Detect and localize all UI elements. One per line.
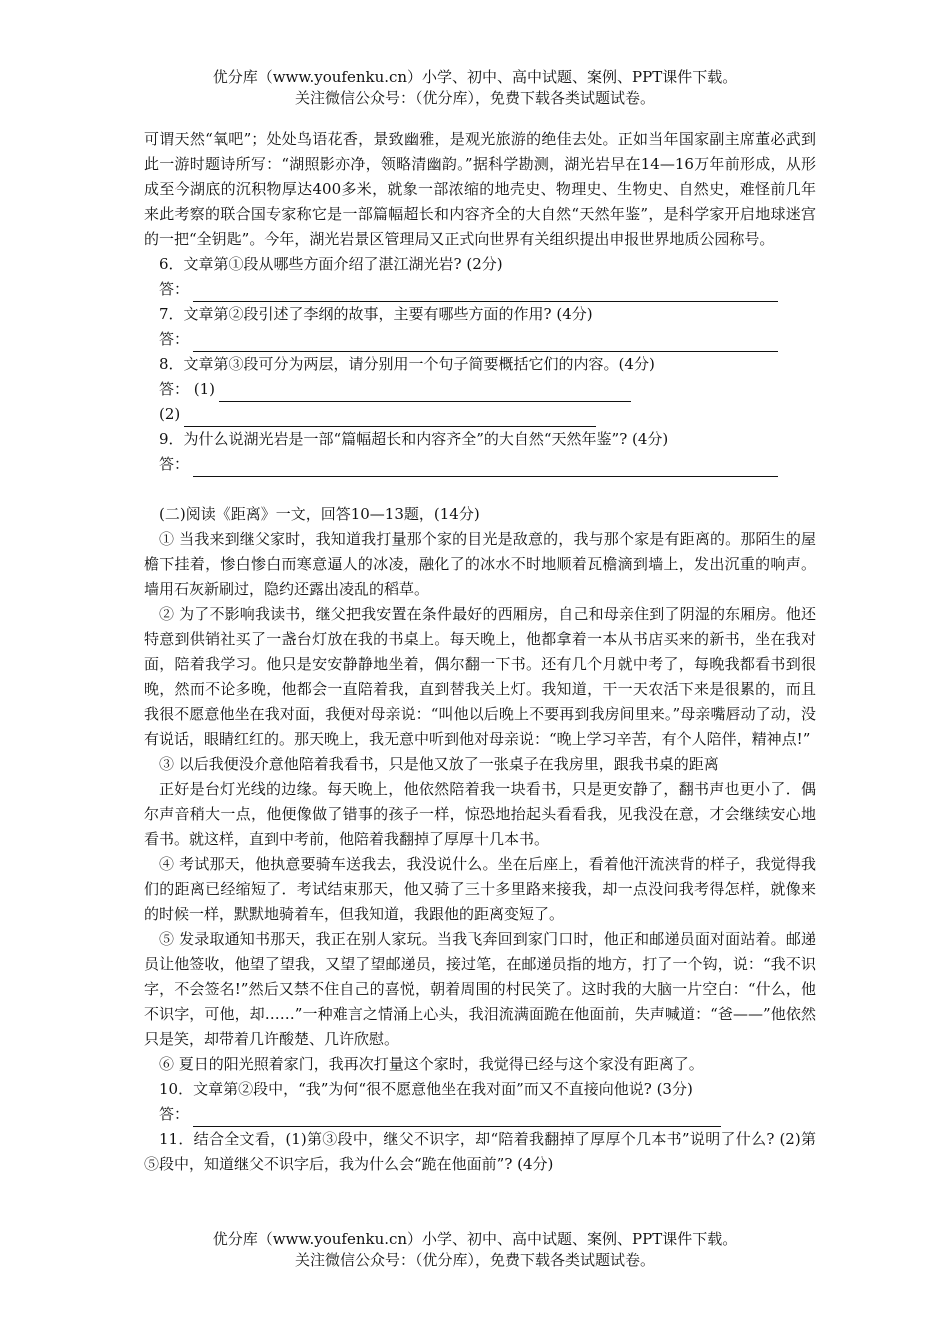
page-footer <box>0 1229 950 1271</box>
answer-line[interactable] <box>193 333 778 352</box>
page-header <box>0 67 950 109</box>
answer-7 <box>144 327 816 352</box>
section-title: (二)阅读《距离》一文，回答10—13题，(14分) <box>159 505 480 523</box>
answer-label: 答： <box>159 455 190 473</box>
passage-paragraph-2: ② 为了不影响我读书，继父把我安置在条件最好的西厢房，自己和母亲住到了阴湿的东厢房。他还特意到供销社买了一盏台灯放在我的书桌上。每天晚上，他都拿着一本从书店买来的新书，坐在我对面，陪着我学习。他只是安安静静地坐着，偶尔翻一下书。还有几个月就中考了，每晚我都看书到很晚，然而不论多晚，他都会一直陪着我，直到替我关上灯。我知道，干一天农活下来是很累的，而且我很不愿意他坐在我对面，我便对母亲说：“叫他以后晚上不要再到我房间里来。”母亲嘴唇动了动，没有说话，眼睛红红的。那天晚上，我无意中听到他对母亲说：“晚上学习辛苦，有个人陪伴，精神点!” <box>144 605 816 748</box>
answer-line[interactable] <box>193 283 778 302</box>
spacer <box>144 477 816 502</box>
passage-paragraph-4: ④ 考试那天，他执意要骑车送我去，我没说什么。坐在后座上，看着他汗流浃背的样子，我觉得我们的距离已经缩短了．考试结束那天，他又骑了三十多里路来接我，却一点没问我考得怎样，就像来的时候一样，默默地骑着车，但我知道，我跟他的距离变短了。 <box>144 855 816 923</box>
answer-label: 答： <box>159 280 190 298</box>
question-11: 11．结合全文看，(1)第③段中，继父不识字，却“陪着我翻掉了厚厚个几本书”说明了什么? (2)第⑤段中，知道继父不识字后，我为什么会“跪在他面前”? (4分) <box>144 1130 816 1173</box>
question-10: 10．文章第②段中，“我”为何“很不愿意他坐在我对面”而又不直接向他说? (3分) <box>159 1080 693 1098</box>
question-8: 8．文章第③段可分为两层，请分别用一个句子简要概括它们的内容。(4分) <box>159 355 655 373</box>
passage-paragraph-3b: 正好是台灯光线的边缘。每天晚上，他依然陪着我一块看书，只是更安静了，翻书声也更小了．偶尔声音稍大一点，他便像做了错事的孩子一样，惊恐地抬起头看看我，见我没在意，才会继续安心地看书。就这样，直到中考前，他陪着我翻掉了厚厚十几本书。 <box>144 780 816 848</box>
answer-line[interactable] <box>193 1108 721 1127</box>
footer-line-1: 优分库（www.youfenku.cn）小学、初中、高中试题、案例、PPT课件下载。 <box>212 1230 738 1248</box>
header-line-1: 优分库（www.youfenku.cn）小学、初中、高中试题、案例、PPT课件下载。 <box>212 68 738 86</box>
question-7: 7．文章第②段引述了李纲的故事，主要有哪些方面的作用? (4分) <box>159 305 593 323</box>
passage-paragraph-6: ⑥ 夏日的阳光照着家门，我再次打量这个家时，我觉得已经与这个家没有距离了。 <box>159 1055 704 1073</box>
footer-line-2: 关注微信公众号：（优分库），免费下载各类试题试卷。 <box>294 1251 655 1269</box>
answer-6 <box>144 277 816 302</box>
header-line-2: 关注微信公众号：（优分库），免费下载各类试题试卷。 <box>294 89 655 107</box>
answer-label: 答： <box>159 1105 190 1123</box>
passage-paragraph-1: ① 当我来到继父家时，我知道我打量那个家的目光是敌意的，我与那个家是有距离的。那陌生的屋檐下挂着，惨白惨白而寒意逼人的冰凌，融化了的冰水不时地顺着瓦檐滴到墙上，发出沉重的响声。墙用石灰新刷过，隐约还露出凌乱的稻草。 <box>144 530 816 598</box>
question-9: 9．为什么说湖光岩是一部“篇幅超长和内容齐全”的大自然“天然年鉴”? (4分) <box>159 430 669 448</box>
answer-9 <box>144 452 816 477</box>
passage-paragraph-5: ⑤ 发录取通知书那天，我正在别人家玩。当我飞奔回到家门口时，他正和邮递员面对面站着。邮递员让他签收，他望了望我，又望了望邮递员，接过笔，在邮递员指的地方，打了一个钩，说：“我不识字，不会签名!”然后又禁不住自己的喜悦，朝着周围的村民笑了。这时我的大脑一片空白：“什么，他不识字，可他，却……”一种难言之情涌上心头，我泪流满面跪在他面前，失声喊道：“爸——”他依然只是笑，却带着几许酸楚、几许欣慰。 <box>144 930 816 1048</box>
passage-paragraph-3a: ③ 以后我便没介意他陪着我看书，只是他又放了一张桌子在我房里，跟我书桌的距离 <box>159 755 719 773</box>
document-body <box>144 127 816 1177</box>
answer-line[interactable] <box>193 458 778 477</box>
answer-label: (2) <box>159 405 181 423</box>
answer-line[interactable] <box>184 408 596 427</box>
answer-label: 答： (1) <box>159 380 216 398</box>
answer-label: 答： <box>159 330 190 348</box>
answer-8-part-2 <box>144 402 816 427</box>
passage-paragraph: 可谓天然“氧吧”；处处鸟语花香，景致幽雅，是观光旅游的绝佳去处。正如当年国家副主席董必武到此一游时题诗所写：“湖照影亦净，领略清幽韵。”据科学勘测，湖光岩早在14—16万年前形成，从形成至今湖底的沉积物厚达400多米，就象一部浓缩的地壳史、物理史、生物史、自然史，难怪前几年来此考察的联合国专家称它是一部篇幅超长和内容齐全的大自然“天然年鉴”，是科学家开启地球迷宫的一把“全钥匙”。今年，湖光岩景区管理局又正式向世界有关组织提出申报世界地质公园称号。 <box>144 130 816 248</box>
question-6: 6．文章第①段从哪些方面介绍了湛江湖光岩? (2分) <box>159 255 503 273</box>
answer-10 <box>144 1102 816 1127</box>
answer-8-part-1 <box>144 377 816 402</box>
answer-line[interactable] <box>219 383 631 402</box>
